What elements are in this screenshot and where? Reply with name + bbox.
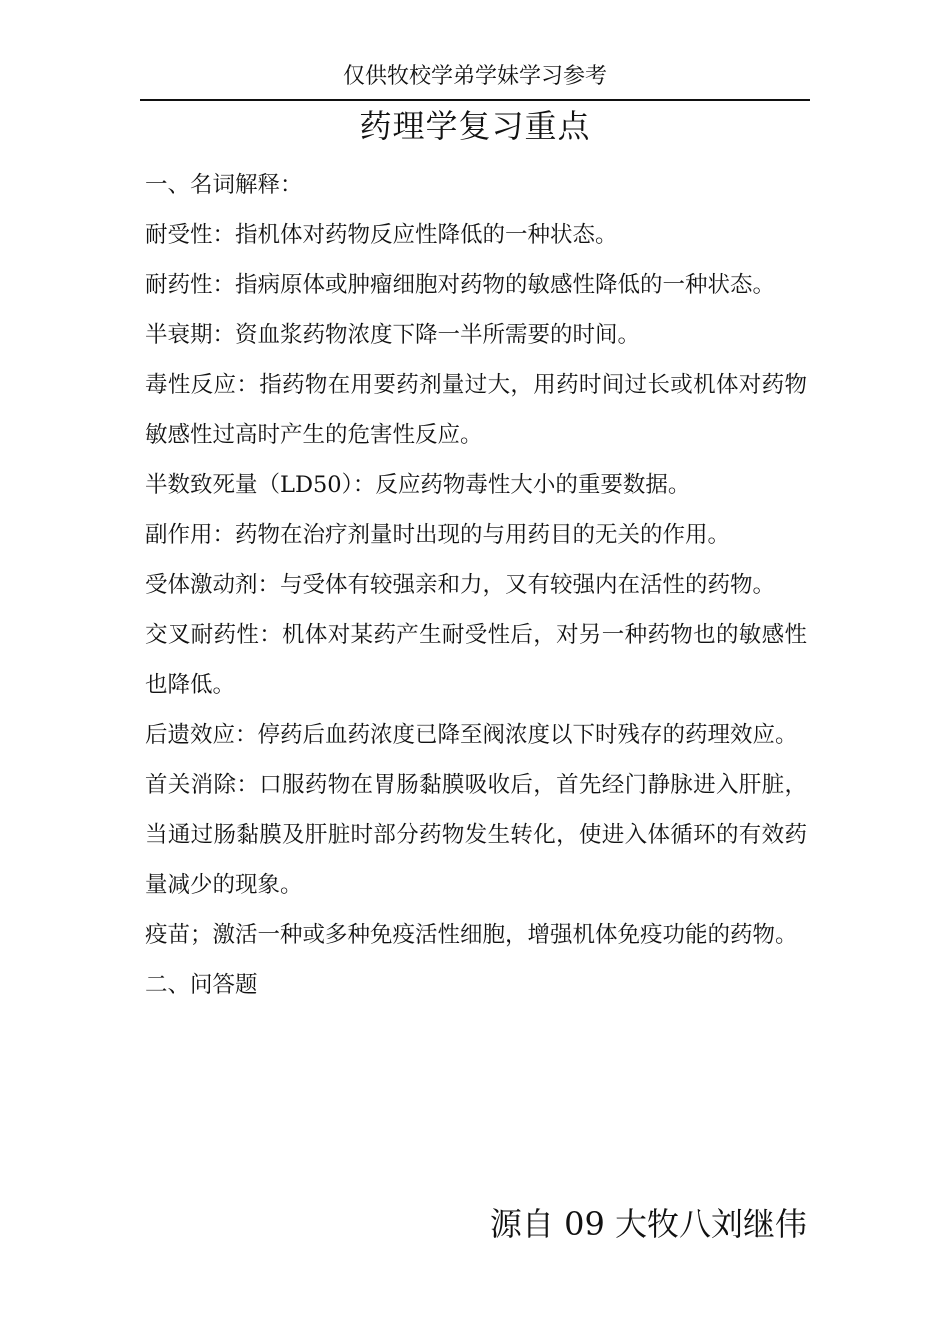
term-definition: 受体激动剂：与受体有较强亲和力，又有较强内在活性的药物。 — [145, 572, 776, 598]
term-definition: 首关消除：口服药物在胃肠黏膜吸收后，首先经门静脉进入肝脏，当通过肠黏膜及肝脏时部分药物发生转化，使进入体循环的有效药量减少的现象。 — [145, 772, 807, 898]
term-definition: 耐受性：指机体对药物反应性降低的一种状态。 — [145, 222, 618, 248]
term-definition: 交叉耐药性：机体对某药产生耐受性后，对另一种药物也的敏感性也降低。 — [145, 622, 807, 698]
term-definition: 副作用：药物在治疗剂量时出现的与用药目的无关的作用。 — [145, 522, 731, 548]
term-definition: 半衰期：资血浆药物浓度下降一半所需要的时间。 — [145, 322, 641, 348]
section-heading-questions: 二、问答题 — [145, 972, 258, 998]
term-definition: 后遗效应：停药后血药浓度已降至阀浓度以下时残存的药理效应。 — [145, 722, 798, 748]
document-body — [145, 160, 807, 1010]
document-title: 药理学复习重点 — [359, 107, 591, 145]
source-attribution: 源自 09 大牧八刘继伟 — [489, 1205, 807, 1243]
page-header: 仅供牧校学弟学妹学习参考 — [342, 64, 607, 89]
term-definition: 疫苗；激活一种或多种免疫活性细胞，增强机体免疫功能的药物。 — [145, 922, 798, 948]
term-definition: 半数致死量（LD50）：反应药物毒性大小的重要数据。 — [145, 472, 691, 498]
header-divider — [140, 99, 810, 101]
term-definition: 耐药性：指病原体或肿瘤细胞对药物的敏感性降低的一种状态。 — [145, 272, 776, 298]
section-heading-definitions: 一、名词解释： — [145, 172, 303, 198]
term-definition: 毒性反应：指药物在用要药剂量过大，用药时间过长或机体对药物敏感性过高时产生的危害性反应。 — [145, 372, 807, 448]
